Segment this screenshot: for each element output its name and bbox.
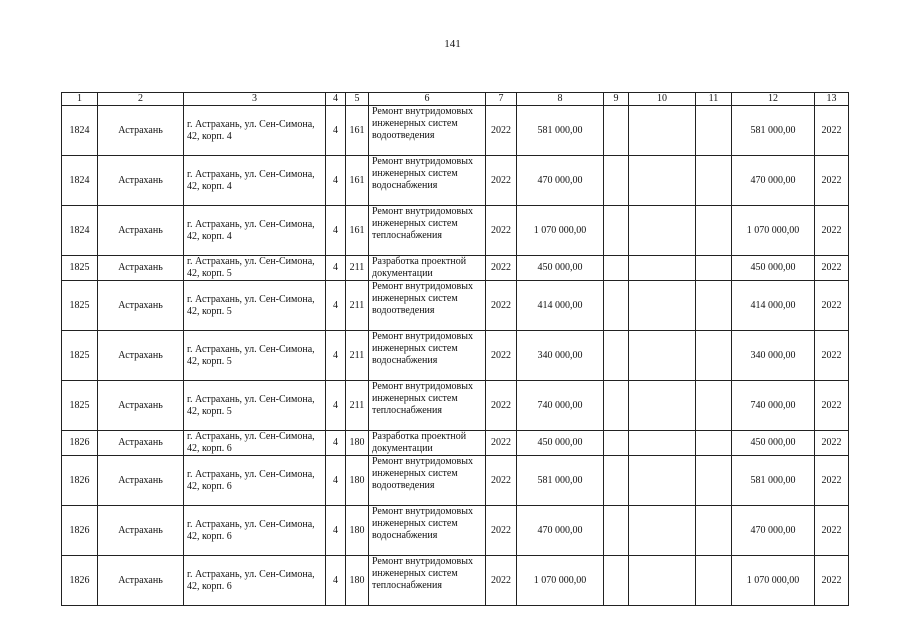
column-4-cell: 4	[326, 431, 346, 456]
city-cell: Астрахань	[98, 431, 184, 456]
city-cell: Астрахань	[98, 256, 184, 281]
column-5-cell: 180	[346, 506, 369, 556]
end-year-cell: 2022	[815, 556, 849, 606]
work-type-cell: Ремонт внутридомовых инженерных систем водоснабжения	[369, 331, 486, 381]
end-year-cell: 2022	[815, 206, 849, 256]
column-10-cell	[629, 256, 696, 281]
table-row	[62, 106, 849, 156]
year-cell: 2022	[486, 156, 517, 206]
column-11-cell	[696, 331, 732, 381]
amount-cell: 450 000,00	[517, 431, 604, 456]
column-11-cell	[696, 156, 732, 206]
column-header-3: 3	[184, 93, 326, 106]
column-5-cell: 211	[346, 381, 369, 431]
column-10-cell	[629, 431, 696, 456]
city-cell: Астрахань	[98, 281, 184, 331]
column-5-cell: 161	[346, 206, 369, 256]
table-row	[62, 206, 849, 256]
address-cell: г. Астрахань, ул. Сен-Симона, 42, корп. 5	[184, 281, 326, 331]
table-header	[62, 93, 849, 106]
column-10-cell	[629, 206, 696, 256]
city-cell: Астрахань	[98, 456, 184, 506]
city-cell: Астрахань	[98, 556, 184, 606]
column-header-5: 5	[346, 93, 369, 106]
address-cell: г. Астрахань, ул. Сен-Симона, 42, корп. 4	[184, 206, 326, 256]
object-id-cell: 1826	[62, 431, 98, 456]
column-4-cell: 4	[326, 106, 346, 156]
column-5-cell: 211	[346, 256, 369, 281]
address-cell: г. Астрахань, ул. Сен-Симона, 42, корп. 5	[184, 381, 326, 431]
object-id-cell: 1825	[62, 331, 98, 381]
page-number: 141	[444, 38, 461, 50]
end-year-cell: 2022	[815, 456, 849, 506]
column-header-2: 2	[98, 93, 184, 106]
column-10-cell	[629, 506, 696, 556]
column-9-cell	[604, 256, 629, 281]
column-11-cell	[696, 431, 732, 456]
column-header-8: 8	[517, 93, 604, 106]
address-cell: г. Астрахань, ул. Сен-Симона, 42, корп. 5	[184, 256, 326, 281]
column-11-cell	[696, 556, 732, 606]
object-id-cell: 1824	[62, 156, 98, 206]
column-9-cell	[604, 456, 629, 506]
year-cell: 2022	[486, 381, 517, 431]
city-cell: Астрахань	[98, 206, 184, 256]
city-cell: Астрахань	[98, 381, 184, 431]
column-4-cell: 4	[326, 156, 346, 206]
column-5-cell: 161	[346, 156, 369, 206]
column-4-cell: 4	[326, 506, 346, 556]
data-table	[61, 92, 849, 606]
address-cell: г. Астрахань, ул. Сен-Симона, 42, корп. 6	[184, 556, 326, 606]
column-header-10: 10	[629, 93, 696, 106]
year-cell: 2022	[486, 456, 517, 506]
city-cell: Астрахань	[98, 156, 184, 206]
work-type-cell: Ремонт внутридомовых инженерных систем водоснабжения	[369, 156, 486, 206]
address-cell: г. Астрахань, ул. Сен-Симона, 42, корп. 5	[184, 331, 326, 381]
column-4-cell: 4	[326, 331, 346, 381]
table-row	[62, 381, 849, 431]
object-id-cell: 1824	[62, 106, 98, 156]
table-row	[62, 331, 849, 381]
end-year-cell: 2022	[815, 331, 849, 381]
year-cell: 2022	[486, 206, 517, 256]
amount-cell: 581 000,00	[517, 456, 604, 506]
work-type-cell: Разработка проектной документации	[369, 431, 486, 456]
column-11-cell	[696, 456, 732, 506]
total-cell: 740 000,00	[732, 381, 815, 431]
column-11-cell	[696, 256, 732, 281]
column-9-cell	[604, 381, 629, 431]
amount-cell: 581 000,00	[517, 106, 604, 156]
column-10-cell	[629, 331, 696, 381]
total-cell: 581 000,00	[732, 456, 815, 506]
column-4-cell: 4	[326, 556, 346, 606]
address-cell: г. Астрахань, ул. Сен-Симона, 42, корп. 6	[184, 431, 326, 456]
column-header-7: 7	[486, 93, 517, 106]
address-cell: г. Астрахань, ул. Сен-Симона, 42, корп. 6	[184, 506, 326, 556]
column-4-cell: 4	[326, 381, 346, 431]
work-type-cell: Ремонт внутридомовых инженерных систем теплоснабжения	[369, 206, 486, 256]
total-cell: 470 000,00	[732, 156, 815, 206]
object-id-cell: 1825	[62, 256, 98, 281]
work-type-cell: Ремонт внутридомовых инженерных систем водоотведения	[369, 456, 486, 506]
amount-cell: 414 000,00	[517, 281, 604, 331]
year-cell: 2022	[486, 506, 517, 556]
address-cell: г. Астрахань, ул. Сен-Симона, 42, корп. 6	[184, 456, 326, 506]
end-year-cell: 2022	[815, 431, 849, 456]
end-year-cell: 2022	[815, 381, 849, 431]
column-5-cell: 211	[346, 331, 369, 381]
object-id-cell: 1825	[62, 281, 98, 331]
city-cell: Астрахань	[98, 506, 184, 556]
column-11-cell	[696, 506, 732, 556]
column-10-cell	[629, 556, 696, 606]
column-header-6: 6	[369, 93, 486, 106]
column-11-cell	[696, 281, 732, 331]
object-id-cell: 1826	[62, 456, 98, 506]
table-row	[62, 156, 849, 206]
table-row	[62, 281, 849, 331]
work-type-cell: Ремонт внутридомовых инженерных систем теплоснабжения	[369, 381, 486, 431]
total-cell: 340 000,00	[732, 331, 815, 381]
address-cell: г. Астрахань, ул. Сен-Симона, 42, корп. 4	[184, 106, 326, 156]
column-10-cell	[629, 281, 696, 331]
column-10-cell	[629, 381, 696, 431]
column-11-cell	[696, 381, 732, 431]
year-cell: 2022	[486, 556, 517, 606]
column-header-11: 11	[696, 93, 732, 106]
total-cell: 1 070 000,00	[732, 556, 815, 606]
column-header-4: 4	[326, 93, 346, 106]
column-4-cell: 4	[326, 206, 346, 256]
table-row	[62, 556, 849, 606]
column-9-cell	[604, 106, 629, 156]
year-cell: 2022	[486, 331, 517, 381]
end-year-cell: 2022	[815, 256, 849, 281]
work-type-cell: Ремонт внутридомовых инженерных систем водоснабжения	[369, 506, 486, 556]
total-cell: 470 000,00	[732, 506, 815, 556]
amount-cell: 1 070 000,00	[517, 556, 604, 606]
end-year-cell: 2022	[815, 281, 849, 331]
total-cell: 450 000,00	[732, 431, 815, 456]
column-9-cell	[604, 156, 629, 206]
year-cell: 2022	[486, 256, 517, 281]
object-id-cell: 1825	[62, 381, 98, 431]
column-9-cell	[604, 556, 629, 606]
column-4-cell: 4	[326, 281, 346, 331]
column-5-cell: 211	[346, 281, 369, 331]
table-row	[62, 456, 849, 506]
column-header-12: 12	[732, 93, 815, 106]
table-body	[62, 106, 849, 606]
table-row	[62, 256, 849, 281]
city-cell: Астрахань	[98, 331, 184, 381]
column-5-cell: 180	[346, 556, 369, 606]
work-type-cell: Ремонт внутридомовых инженерных систем водоотведения	[369, 281, 486, 331]
table-row	[62, 506, 849, 556]
end-year-cell: 2022	[815, 106, 849, 156]
amount-cell: 450 000,00	[517, 256, 604, 281]
amount-cell: 470 000,00	[517, 506, 604, 556]
column-11-cell	[696, 106, 732, 156]
column-4-cell: 4	[326, 256, 346, 281]
column-11-cell	[696, 206, 732, 256]
column-10-cell	[629, 156, 696, 206]
amount-cell: 340 000,00	[517, 331, 604, 381]
object-id-cell: 1826	[62, 506, 98, 556]
column-9-cell	[604, 331, 629, 381]
column-header-9: 9	[604, 93, 629, 106]
object-id-cell: 1824	[62, 206, 98, 256]
amount-cell: 470 000,00	[517, 156, 604, 206]
object-id-cell: 1826	[62, 556, 98, 606]
column-9-cell	[604, 281, 629, 331]
work-type-cell: Ремонт внутридомовых инженерных систем водоотведения	[369, 106, 486, 156]
year-cell: 2022	[486, 431, 517, 456]
total-cell: 450 000,00	[732, 256, 815, 281]
amount-cell: 740 000,00	[517, 381, 604, 431]
column-header-13: 13	[815, 93, 849, 106]
work-type-cell: Ремонт внутридомовых инженерных систем теплоснабжения	[369, 556, 486, 606]
column-5-cell: 180	[346, 431, 369, 456]
column-number-row	[62, 93, 849, 106]
year-cell: 2022	[486, 106, 517, 156]
column-9-cell	[604, 431, 629, 456]
table-row	[62, 431, 849, 456]
column-9-cell	[604, 506, 629, 556]
column-header-1: 1	[62, 93, 98, 106]
work-type-cell: Разработка проектной документации	[369, 256, 486, 281]
column-10-cell	[629, 456, 696, 506]
end-year-cell: 2022	[815, 156, 849, 206]
column-5-cell: 161	[346, 106, 369, 156]
total-cell: 414 000,00	[732, 281, 815, 331]
column-10-cell	[629, 106, 696, 156]
year-cell: 2022	[486, 281, 517, 331]
amount-cell: 1 070 000,00	[517, 206, 604, 256]
column-4-cell: 4	[326, 456, 346, 506]
column-9-cell	[604, 206, 629, 256]
end-year-cell: 2022	[815, 506, 849, 556]
total-cell: 1 070 000,00	[732, 206, 815, 256]
column-5-cell: 180	[346, 456, 369, 506]
city-cell: Астрахань	[98, 106, 184, 156]
address-cell: г. Астрахань, ул. Сен-Симона, 42, корп. 4	[184, 156, 326, 206]
total-cell: 581 000,00	[732, 106, 815, 156]
